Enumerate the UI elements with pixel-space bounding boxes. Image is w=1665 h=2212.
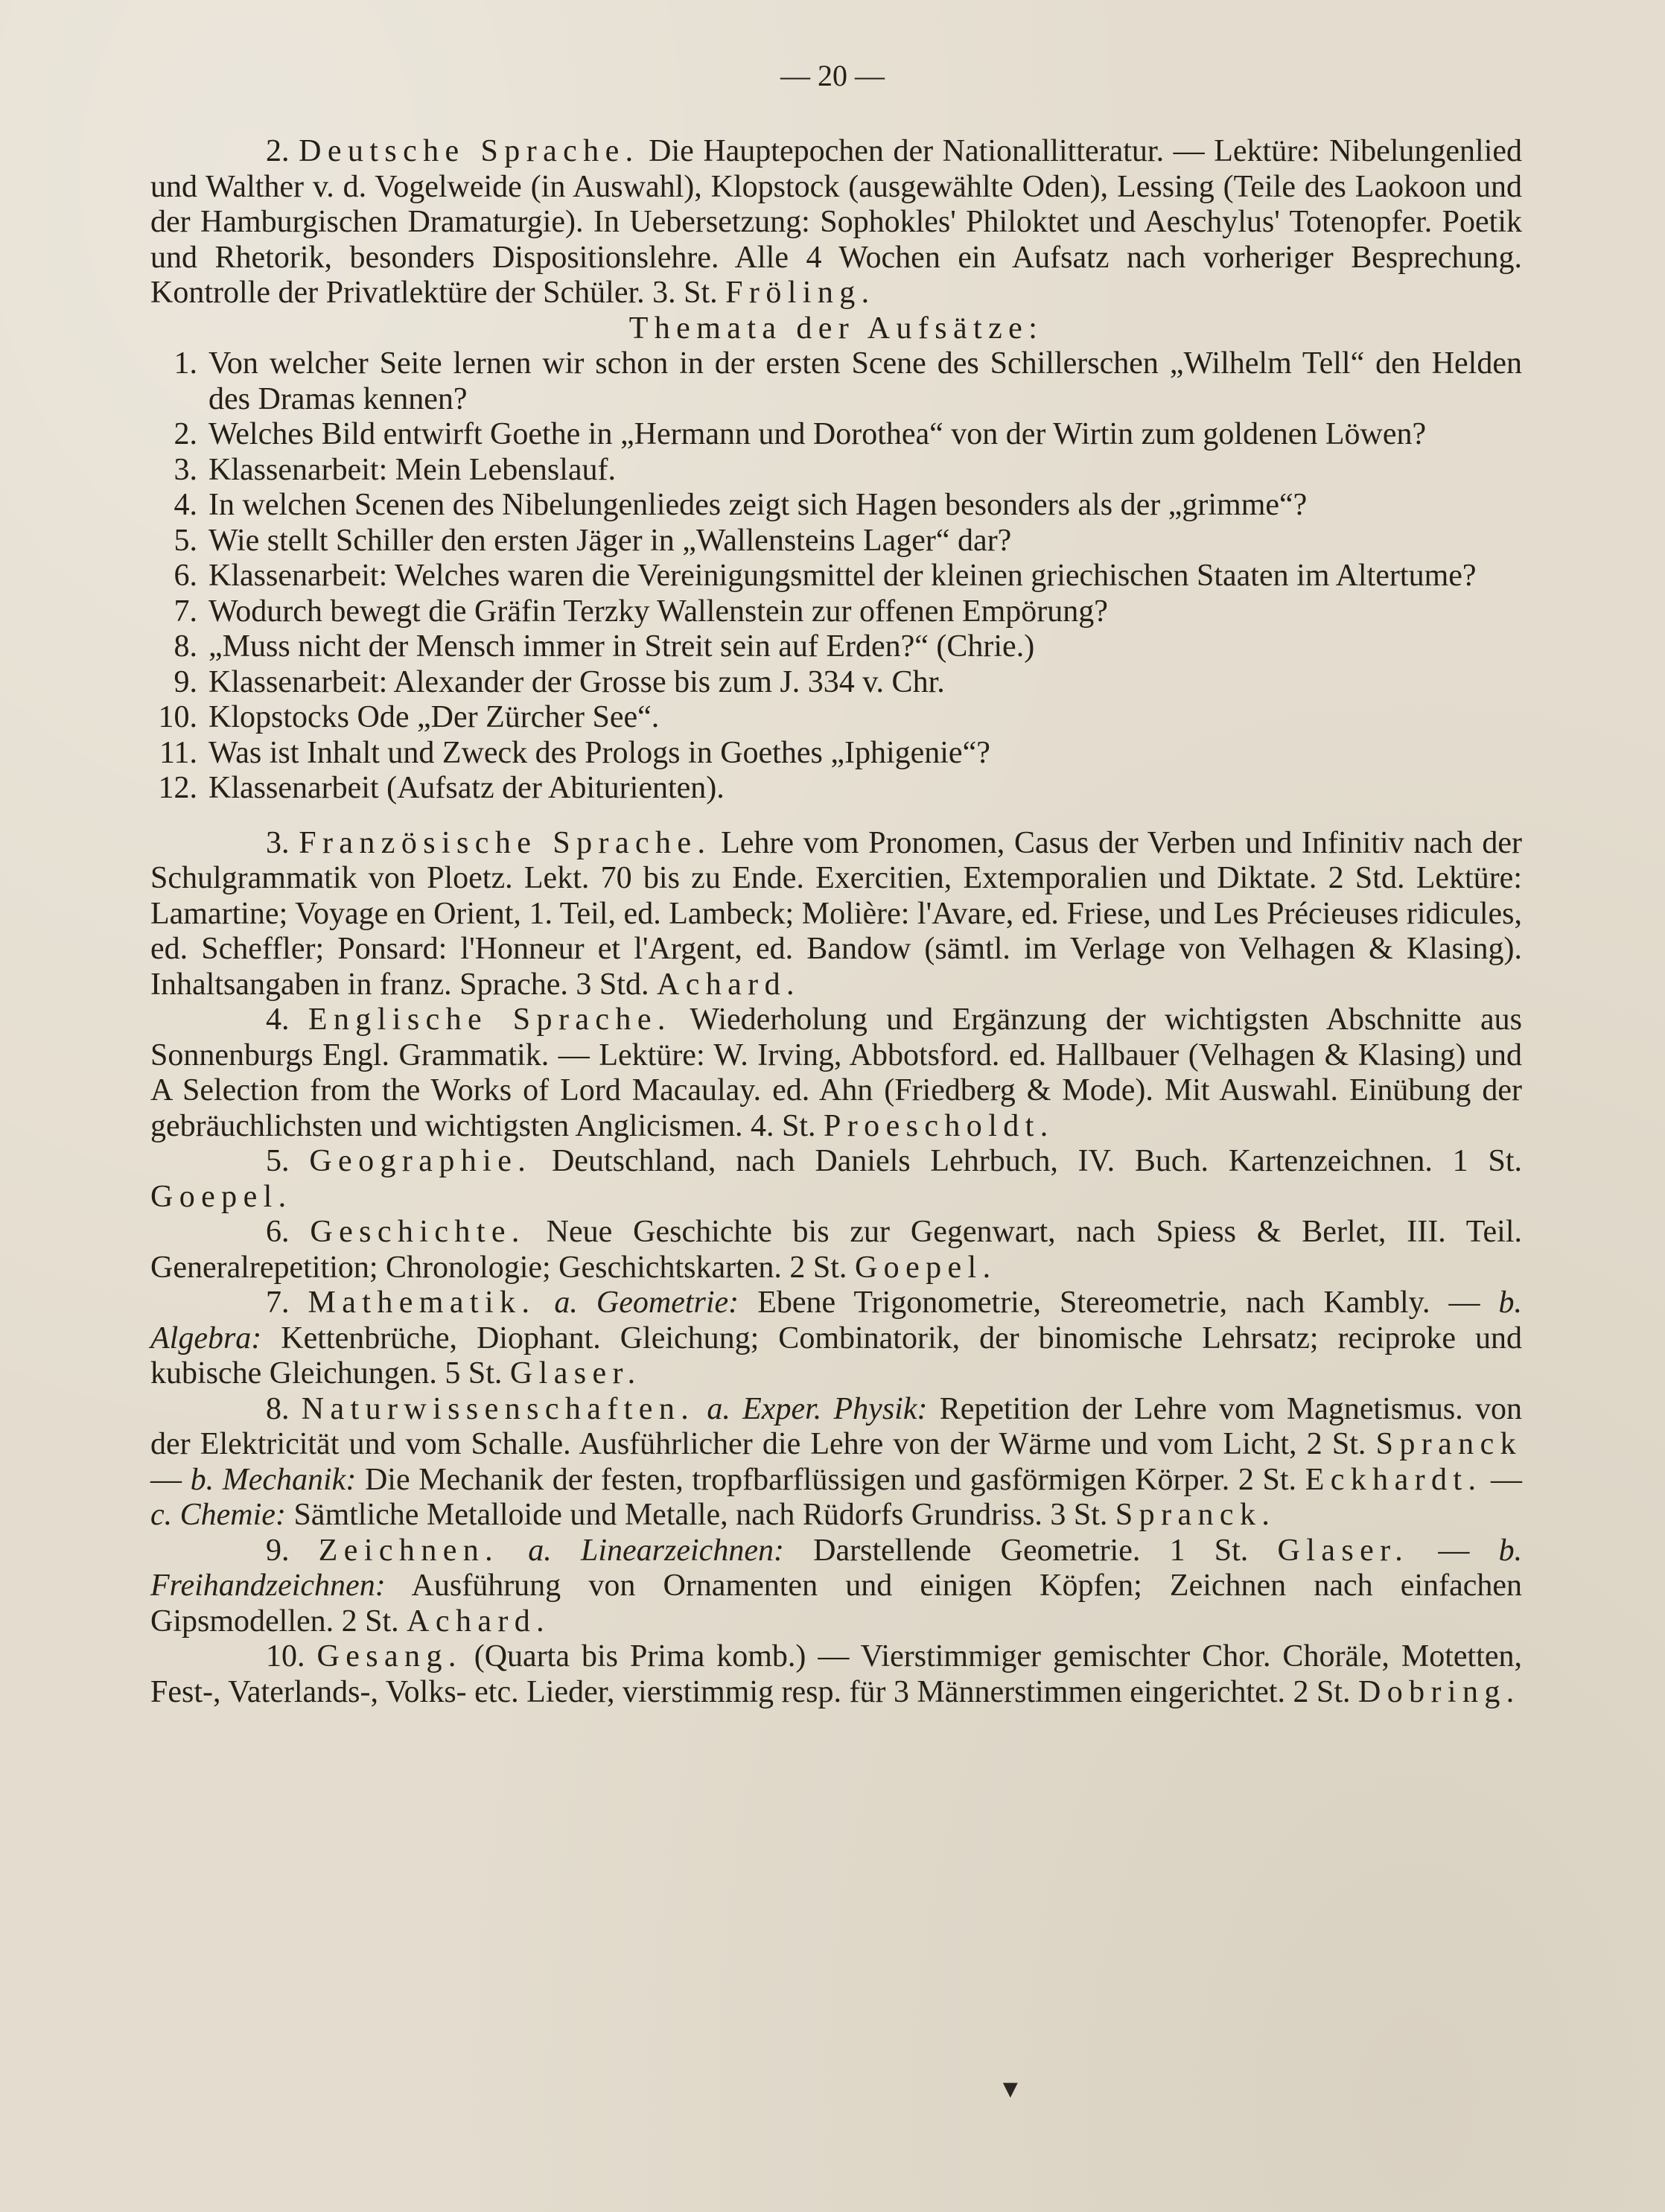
- section-mathematik: 7. Mathematik. a. Geometrie: Ebene Trigonometrie, Stereometrie, nach Kambly. — b. Algebra: Kettenbrüche, Diophant. Gleichung; Combinatorik, der binomische Lehrsatz; reciproke und kubische Gleichungen. 5 St. Glaser.: [150, 1285, 1523, 1391]
- teacher-name: Glaser.: [509, 1356, 642, 1391]
- teacher-name: Fröling.: [725, 276, 876, 310]
- section-geschichte: 6. Geschichte. Neue Geschichte bis zur Gegenwart, nach Spiess & Berlet, III. Teil. Generalrepetition; Chronologie; Geschichtskarten. 2 St. Goepel.: [150, 1215, 1522, 1285]
- list-item: 10. Klopstocks Ode „Der Zürcher See“.: [158, 700, 660, 734]
- section-heading: Geschichte.: [310, 1215, 526, 1249]
- ink-blot-icon: ▼: [998, 2076, 1023, 2103]
- section-heading: Geographie.: [309, 1144, 532, 1178]
- section-heading: Naturwissenschaften.: [301, 1391, 695, 1426]
- section-gesang: 10. Gesang. (Quarta bis Prima komb.) — Vierstimmiger gemischter Chor. Choräle, Motetten, Fest-, Vaterlands-, Volks- etc. Lieder, vierstimmig resp. für 3 Männerstimmen eingerichtet. 2 St. Dobring.: [150, 1639, 1523, 1709]
- list-item: 4. In welchen Scenen des Nibelungenliedes zeigt sich Hagen besonders als der „grimme“?: [173, 488, 1308, 522]
- list-item: 5. Wie stellt Schiller den ersten Jäger in „Wallensteins Lager“ dar?: [173, 523, 1012, 558]
- teacher-name: Eckhardt.: [1305, 1462, 1483, 1497]
- teacher-name: Goepel.: [854, 1250, 997, 1285]
- teacher-name: Spranck.: [1115, 1498, 1276, 1532]
- page-body: [150, 134, 1522, 1710]
- section-heading: Französische Sprache.: [299, 825, 712, 860]
- list-item: 9. Klassenarbeit: Alexander der Grosse bis zum J. 334 v. Chr.: [173, 664, 945, 699]
- section-zeichnen: 9. Zeichnen. a. Linearzeichnen: Darstellende Geometrie. 1 St. Glaser. — b. Freihandzeichnen: Ausführung von Ornamenten und einigen Köpfen; Zeichnen nach einfachen Gipsmodellen. 2 St. Achard.: [150, 1533, 1523, 1639]
- section-naturwissenschaften: 8. Naturwissenschaften. a. Exper. Physik: Repetition der Lehre vom Magnetismus. von der Elektricität und vom Schalle. Ausführlicher die Lehre von der Wärme und vom Licht, 2 St. Spranck — b. Mechanik: Die Mechanik der festen, tropfbarflüssigen und gasförmigen Körper. 2 St. Eckhardt. — c. Chemie: Sämtliche Metalloide und Metalle, nach Rüdorfs Grundriss. 3 St. Spranck.: [150, 1391, 1523, 1532]
- teacher-name: Spranck: [1375, 1427, 1523, 1461]
- list-item: 7. Wodurch bewegt die Gräfin Terzky Wallenstein zur offenen Empörung?: [173, 594, 1108, 629]
- list-item: 11. Was ist Inhalt und Zweck des Prologs in Goethes „Iphigenie“?: [159, 735, 990, 770]
- teacher-name: Glaser.: [1277, 1533, 1410, 1568]
- list-item: 3. Klassenarbeit: Mein Lebenslauf.: [173, 452, 616, 487]
- page-number: — 20 —: [780, 59, 885, 92]
- teacher-name: Dobring.: [1357, 1674, 1521, 1709]
- section-heading: Englische Sprache.: [308, 1002, 672, 1037]
- section-heading: Mathematik.: [308, 1285, 536, 1320]
- section-geographie: 5. Geographie. Deutschland, nach Daniels Lehrbuch, IV. Buch. Kartenzeichnen. 1 St. Goepel.: [150, 1144, 1523, 1214]
- list-item: 1. Von welcher Seite lernen wir schon in der ersten Scene des Schillerschen „Wilhelm Tell“ den Helden des Dramas kennen?: [173, 346, 1522, 416]
- section-heading: Zeichnen.: [318, 1533, 500, 1568]
- section-englisch: 4. Englische Sprache. Wiederholung und Ergänzung der wichtigsten Abschnitte aus Sonnenburgs Engl. Grammatik. — Lektüre: W. Irving, Abbotsford. ed. Hallbauer (Velhagen & Klasing) und A Selection from the Works of Lord Macaulay. ed. Ahn (Friedberg & Mode). Mit Auswahl. Einübung der gebräuchlichsten und wichtigsten Anglicismen. 4. St. Proescholdt.: [150, 1002, 1523, 1143]
- teacher-name: Achard.: [407, 1604, 551, 1639]
- teacher-name: Achard.: [656, 967, 800, 1002]
- section-deutsch: [150, 134, 1522, 311]
- section-body: Die Hauptepochen der Nationallitteratur. — Lektüre: Nibelungenlied und Walther v. d. Vogelweide (in Auswahl), Klopstock (ausgewählte Oden), Lessing (Teile des Laokoon und der Hamburgischen Dramaturgie). In Uebersetzung: Sophokles' Philoktet und Aeschylus' Totenopfer. Poetik und Rhetorik, besonders Dispositionslehre. Alle 4 Wochen ein Aufsatz nach vorheriger Besprechung. Kontrolle der Privatlektüre der Schüler. 3. St.: [150, 134, 1523, 310]
- teacher-name: Goepel.: [150, 1179, 293, 1214]
- list-item: 6. Klassenarbeit: Welches waren die Vereinigungsmittel der kleinen griechischen Staaten im Altertume?: [173, 559, 1477, 593]
- themata-list: [150, 346, 1522, 807]
- list-item: 8. „Muss nicht der Mensch immer in Streit sein auf Erden?“ (Chrie.): [173, 629, 1035, 664]
- list-item: 12. Klassenarbeit (Aufsatz der Abiturienten).: [158, 771, 725, 805]
- section-number: 2.: [266, 134, 290, 168]
- section-heading: Gesang.: [316, 1639, 462, 1674]
- list-item: 2. Welches Bild entwirft Goethe in „Hermann und Dorothea“ von der Wirtin zum goldenen Löwen?: [173, 417, 1427, 451]
- section-franzoesisch: 3. Französische Sprache. Lehre vom Pronomen, Casus der Verben und Infinitiv nach der Schulgrammatik von Ploetz. Lekt. 70 bis zu Ende. Exercitien, Extemporalien und Diktate. 2 Std. Lektüre: Lamartine; Voyage en Orient, 1. Teil, ed. Lambeck; Molière: l'Avare, ed. Friese, und Les Précieuses ridicules, ed. Scheffler; Ponsard: l'Honneur et l'Argent, ed. Bandow (sämtl. im Verlage von Velhagen & Klasing). Inhaltsangaben in franz. Sprache. 3 Std. Achard.: [150, 825, 1522, 1002]
- themata-heading: Themata der Aufsätze:: [628, 311, 1044, 346]
- teacher-name: Proescholdt.: [824, 1108, 1054, 1143]
- section-heading: Deutsche Sprache.: [299, 134, 640, 168]
